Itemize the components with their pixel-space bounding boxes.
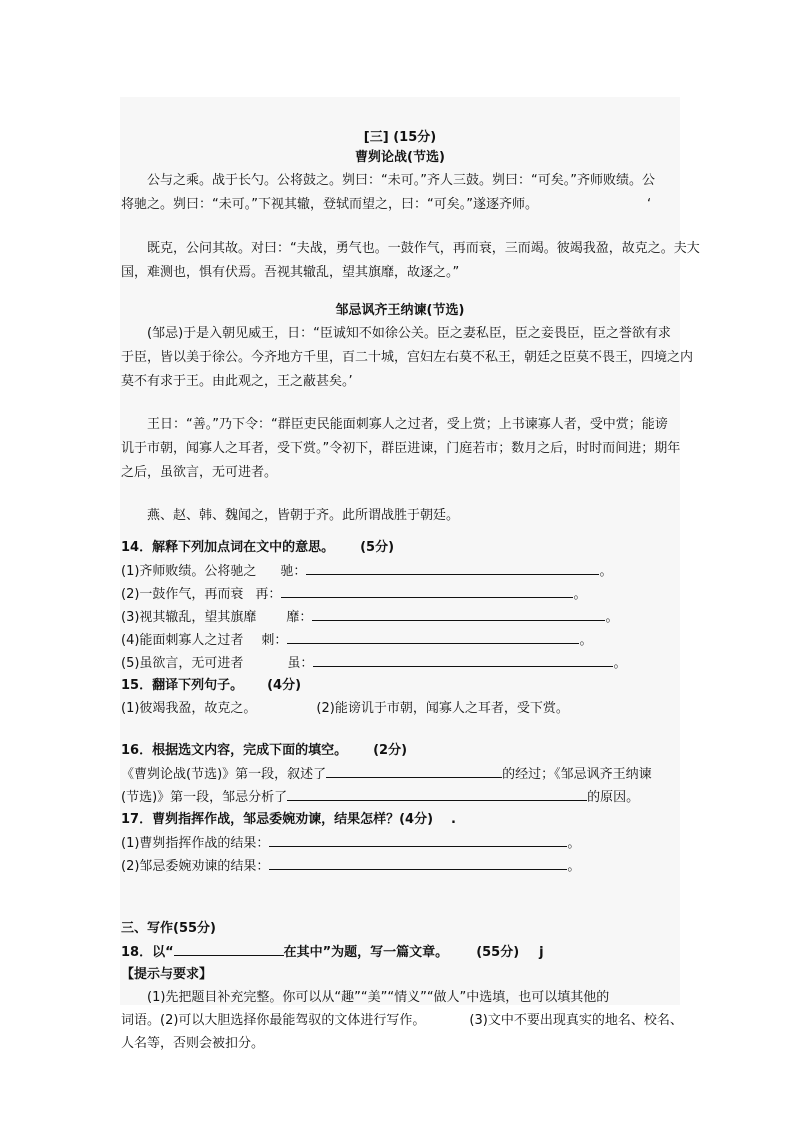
passage2-text: 于臣，皆以美于徐公。今齐地方千里，百二十城，宫妇左右莫不私王，朝廷之臣莫不畏王，四境之内 (121, 350, 694, 365)
q16-line: (节选)》第一段，邹忌分析了 的原因。 (121, 790, 640, 805)
writing-heading: 三、写作(55分) (121, 921, 216, 936)
answer-blank[interactable] (269, 834, 567, 847)
tips-text: 人名等，否则会被扣分。 (121, 1036, 265, 1051)
q14-item: (3)视其辙乱，望其旗靡 靡： 。 (121, 610, 619, 625)
q14-item: (2)一鼓作气，再而衰 再： 。 (121, 587, 587, 602)
tips-heading: 【提示与要求】 (121, 967, 213, 982)
passage1-text: 国，难测也，惧有伏焉。吾视其辙乱，望其旗靡，故逐之。” (121, 265, 460, 280)
tips-text: (1)先把题目补充完整。你可以从“趣”“美”“情义”“做人”中选填，也可以填其他的 (147, 990, 610, 1005)
answer-blank[interactable] (326, 765, 502, 778)
q17-heading: 17．曹刿指挥作战，邹忌委婉劝谏，结果怎样？(4分) . (121, 812, 456, 827)
answer-blank[interactable] (312, 608, 605, 621)
passage2-text: 燕、赵、韩、魏闻之，皆朝于齐。此所谓战胜于朝廷。 (147, 508, 460, 523)
q15-heading: 15．翻译下列句子。 (4分) (121, 678, 302, 693)
answer-blank[interactable] (313, 654, 613, 667)
passage2-text: 莫不有求于王。由此观之，王之蔽甚矣。’ (121, 374, 353, 389)
passage1-text: 将驰之。刿曰：“未可。”下视其辙，登轼而望之，曰：“可矣。”遂逐齐师。 (121, 197, 538, 212)
q14-heading: 14．解释下列加点词在文中的意思。 (5分) (121, 540, 395, 555)
stray-mark: ‘ (647, 197, 652, 212)
q17-item: (1)曹刿指挥作战的结果： 。 (121, 836, 581, 851)
title-blank[interactable] (174, 943, 284, 956)
q14-item: (1)齐师败绩。公将驰之 驰： 。 (121, 564, 613, 579)
passage2-text: 之后，虽欲言，无可进者。 (121, 465, 278, 480)
answer-blank[interactable] (306, 562, 599, 575)
passage2-text: 王日：“善。”乃下令：“群臣吏民能面刺寡人之过者，受上赏；上书谏寡人者，受中赏；能谤 (147, 417, 668, 432)
passage1-title: 曹刿论战(节选) (355, 150, 445, 165)
passage2-text: 讥于市朝，闻寡人之耳者，受下赏。”令初下，群臣进谏，门庭若市；数月之后，时时而间进；期年 (121, 441, 681, 456)
passage1-text: 既克，公问其故。对曰：“夫战，勇气也。一鼓作气，再而衰，三而竭。彼竭我盈，故克之。夫大 (147, 241, 700, 256)
answer-blank[interactable] (287, 788, 587, 801)
q14-item: (5)虽欲言，无可进者 虽： 。 (121, 656, 627, 671)
answer-blank[interactable] (269, 857, 567, 870)
q18-prompt: 18．以“ 在其中”为题，写一篇文章。 (55分) j (121, 945, 544, 960)
passage2-title: 邹忌讽齐王纳谏(节选) (335, 303, 465, 318)
q15-item: (1)彼竭我盈，故克之。 (2)能谤讥于市朝，闻寡人之耳者，受下赏。 (121, 701, 569, 716)
tips-text: 词语。(2)可以大胆选择你最能驾驭的文体进行写作。 (3)文中不要出现真实的地名、校名、 (121, 1013, 683, 1028)
answer-blank[interactable] (287, 631, 579, 644)
passage1-text: 公与之乘。战于长勺。公将鼓之。刿曰：“未可。”齐人三鼓。刿曰：“可矣。”齐师败绩。公 (147, 173, 655, 188)
section-title: [三] (15分) (363, 130, 437, 145)
q16-heading: 16．根据选文内容，完成下面的填空。 (2分) (121, 743, 408, 758)
q16-line: 《曹刿论战(节选)》第一段，叙述了 的经过；《邹忌讽齐王纳谏 (121, 767, 652, 782)
answer-blank[interactable] (281, 585, 573, 598)
q14-item: (4)能面刺寡人之过者 刺： 。 (121, 633, 593, 648)
q17-item: (2)邹忌委婉劝谏的结果： 。 (121, 859, 581, 874)
passage2-text: (邹忌)于是入朝见威王，日：“臣诚知不如徐公关。臣之妻私臣，臣之妾畏臣，臣之誉欲有求 (147, 326, 671, 341)
